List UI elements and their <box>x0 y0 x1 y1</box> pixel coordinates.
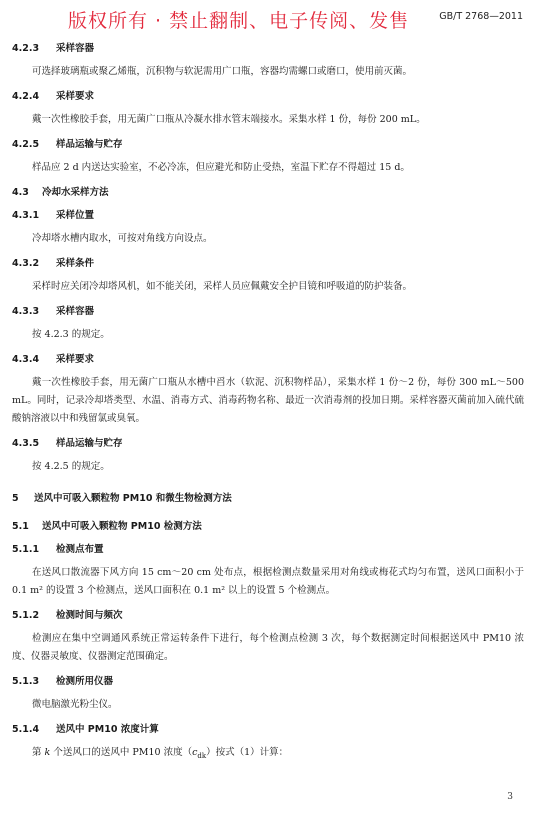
paragraph: 戴一次性橡胶手套，用无菌广口瓶从冷凝水排水管末端接水。采集水样 1 份，每份 200 mL。 <box>32 114 426 125</box>
section-heading: 5.1 送风中可吸入颗粒物 PM10 检测方法 <box>12 521 202 532</box>
section-heading: 4.2.5 样品运输与贮存 <box>12 139 123 150</box>
section-heading: 5.1.3 检测所用仪器 <box>12 676 114 687</box>
section-heading: 4.3.4 采样要求 <box>12 354 95 365</box>
section-heading: 4.3.5 样品运输与贮存 <box>12 438 123 449</box>
document-body <box>12 40 524 765</box>
paragraph: 戴一次性橡胶手套，用无菌广口瓶从水槽中舀水（软泥、沉积物样品），采集水样 1 份～2 份，每份 300 mL～500 mL。同时，记录冷却塔类型、水温、消毒方式、消毒药物名称、最近一次消毒剂的投加日期。采样容器灭菌前加入硫代硫酸钠溶液以中和残留氯或臭氧。 <box>12 377 524 424</box>
paragraph: 在送风口散流器下风方向 15 cm～20 cm 处布点，根据检测点数量采用对角线或梅花式均匀布置，送风口面积小于 0.1 m² 的设置 3 个检测点，送风口面积在 0.1 m² 以上的设置 5 个检测点。 <box>12 567 524 596</box>
section-heading: 4.3 冷却水采样方法 <box>12 187 109 198</box>
paragraph: 检测应在集中空调通风系统正常运转条件下进行，每个检测点检测 3 次，每个数据测定时间根据送风中 PM10 浓度、仪器灵敏度、仪器测定范围确定。 <box>12 633 524 662</box>
formula-intro: 第 k 个送风口的送风中 PM10 浓度$(c_{dk})$按式（1）计算： <box>32 747 289 760</box>
section-heading: 4.2.4 采样要求 <box>12 91 95 102</box>
paragraph: 样品应 2 d 内送达实验室，不必冷冻，但应避光和防止受热，室温下贮存不得超过 15 d。 <box>32 162 410 173</box>
paragraph: 按 4.2.3 的规定。 <box>32 329 110 340</box>
section-heading: 4.3.3 采样容器 <box>12 306 95 317</box>
watermark: 版权所有 · 禁止翻制、电子传阅、发售 <box>68 10 410 32</box>
paragraph: 采样时应关闭冷却塔风机，如不能关闭，采样人员应佩戴安全护目镜和呼吸道的防护装备。 <box>32 281 413 292</box>
section-heading: 4.2.3 采样容器 <box>12 43 95 54</box>
standard-code: GB/T 2768—2011 <box>439 11 523 22</box>
paragraph: 微电脑激光粉尘仪。 <box>32 699 118 710</box>
paragraph: 冷却塔水槽内取水，可按对角线方向设点。 <box>32 233 213 244</box>
paragraph: 可选择玻璃瓶或聚乙烯瓶，沉积物与软泥需用广口瓶，容器均需螺口或磨口，使用前灭菌。 <box>32 66 413 77</box>
page-number: 3 <box>507 792 513 802</box>
section-heading: 4.3.1 采样位置 <box>12 210 95 221</box>
section-heading: 5.1.2 检测时间与频次 <box>12 610 123 621</box>
paragraph: 按 4.2.5 的规定。 <box>32 461 110 472</box>
chapter-heading: 5 送风中可吸入颗粒物 PM10 和微生物检测方法 <box>12 493 232 504</box>
section-heading: 5.1.4 送风中 PM10 浓度计算 <box>12 724 159 735</box>
section-heading: 5.1.1 检测点布置 <box>12 544 104 555</box>
section-heading: 4.3.2 采样条件 <box>12 258 95 269</box>
